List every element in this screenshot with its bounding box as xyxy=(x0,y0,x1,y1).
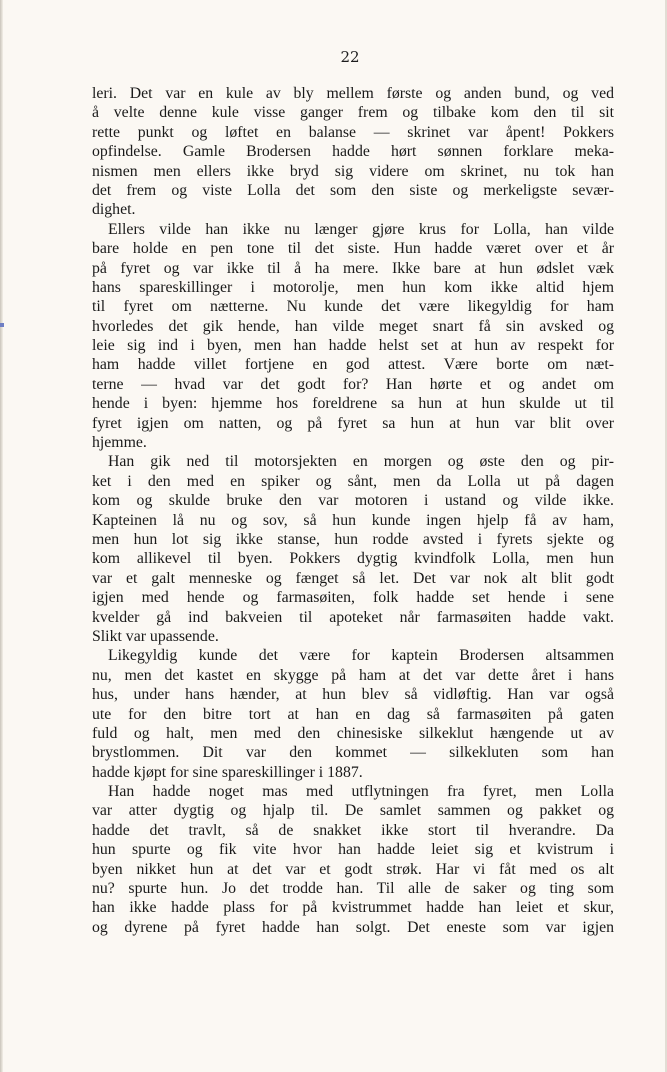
text-line: igjen med hende og farmasøiten, folk hadde set hende i sene xyxy=(92,589,614,607)
text-line: var et galt menneske og fænget så let. Det var nok alt blit godt xyxy=(92,569,614,587)
text-line: å velte denne kule visse ganger frem og tilbake kom den til sit xyxy=(92,104,614,122)
text-line: det frem og viste Lolla det som den siste og merkeligste sevær- xyxy=(92,181,614,199)
page-edge-shadow xyxy=(0,0,3,1072)
text-line: til fyret om nætterne. Nu kunde det være likegyldig for ham xyxy=(92,298,614,316)
text-line: bare holde en pen tone til det siste. Hun hadde været over et år xyxy=(92,240,614,258)
text-line: brystlommen. Dit var den kommet — silkekluten som han xyxy=(92,744,614,762)
text-line: byen nikket hun at det var et godt strøk. Har vi fåt med os alt xyxy=(92,860,614,878)
text-line: hun spurte og fik vite hvor han hadde leiet sig et kvistrum i xyxy=(92,841,614,859)
text-line: hus, under hans hænder, at hun blev så vidløftig. Han var også xyxy=(92,686,614,704)
text-line: fyret igjen om natten, og på fyret sa hun at hun var blit over xyxy=(92,414,614,432)
text-line: Ellers vilde han ikke nu længer gjøre krus for Lolla, han vilde xyxy=(108,220,614,238)
text-line: Han gik ned til motorsjekten en morgen og øste den og pir- xyxy=(108,453,614,471)
text-line: var atter dygtig og hjalp til. De samlet sammen og pakket og xyxy=(92,802,614,820)
text-line: kom allikevel til byen. Pokkers dygtig kvindfolk Lolla, men hun xyxy=(92,550,614,568)
text-line: Slikt var upassende. xyxy=(92,627,219,645)
text-line: nu? spurte hun. Jo det trodde han. Til alle de saker og ting som xyxy=(92,880,614,898)
text-line: leie sig ind i byen, men han hadde helst set at hun av respekt for xyxy=(92,337,614,355)
body-text xyxy=(92,84,614,937)
margin-ink-mark xyxy=(0,323,4,327)
text-line: Kapteinen lå nu og sov, så hun kunde ingen hjelp få av ham, xyxy=(92,511,614,529)
text-line: opfindelse. Gamle Brodersen hadde hørt sønnen forklare meka- xyxy=(92,143,614,161)
text-line: kvelder gå ind bakveien til apoteket når farmasøiten hadde vakt. xyxy=(92,608,614,626)
text-line: hadde kjøpt for sine spareskillinger i 1887. xyxy=(92,763,363,781)
text-line: på fyret og var ikke til å ha mere. Ikke bare at hun ødslet væk xyxy=(92,259,614,277)
text-line: rette punkt og løftet en balanse — skrinet var åpent! Pokkers xyxy=(92,123,614,141)
text-line: fuld og halt, men med den chinesiske silkeklut hængende ut av xyxy=(92,724,614,742)
text-line: hende i byen: hjemme hos foreldrene sa hun at hun skulde ut til xyxy=(92,395,614,413)
text-line: nu, men det kastet en skygge på ham at det var dette året i hans xyxy=(92,666,614,684)
text-line: hjemme. xyxy=(92,434,147,452)
text-line: hans spareskillinger i motorolje, men hun kom ikke altid hjem xyxy=(92,278,614,296)
text-line: og dyrene på fyret hadde han solgt. Det eneste som var igjen xyxy=(92,918,614,936)
page-number: 22 xyxy=(340,48,360,66)
text-line: terne — hvad var det godt for? Han hørte et og andet om xyxy=(92,375,614,393)
text-line: Han hadde noget mas med utflytningen fra fyret, men Lolla xyxy=(108,783,614,801)
text-line: dighet. xyxy=(92,201,136,219)
text-line: kom og skulde bruke den var motoren i ustand og vilde ikke. xyxy=(92,492,614,510)
text-line: Likegyldig kunde det være for kaptein Brodersen altsammen xyxy=(108,647,614,665)
text-line: ket i den med en spiker og sånt, men da Lolla ut på dagen xyxy=(92,472,614,490)
text-line: nismen men ellers ikke bryd sig videre om skrinet, nu tok han xyxy=(92,162,614,180)
text-line: ute for den bitre tort at han en dag så farmasøiten på gaten xyxy=(92,705,614,723)
text-line: han ikke hadde plass for på kvistrummet hadde han leiet et skur, xyxy=(92,899,614,917)
text-line: hadde det travlt, så de snakket ikke stort til hverandre. Da xyxy=(92,821,614,839)
text-line: leri. Det var en kule av bly mellem første og anden bund, og ved xyxy=(92,85,614,102)
text-line: men hun lot sig ikke stanse, hun rodde avsted i fyrets sjekte og xyxy=(92,530,614,548)
text-line: ham hadde villet fortjene en god attest. Være borte om næt- xyxy=(92,356,614,374)
text-line: hvorledes det gik hende, han vilde meget snart få sin avsked og xyxy=(92,317,614,335)
